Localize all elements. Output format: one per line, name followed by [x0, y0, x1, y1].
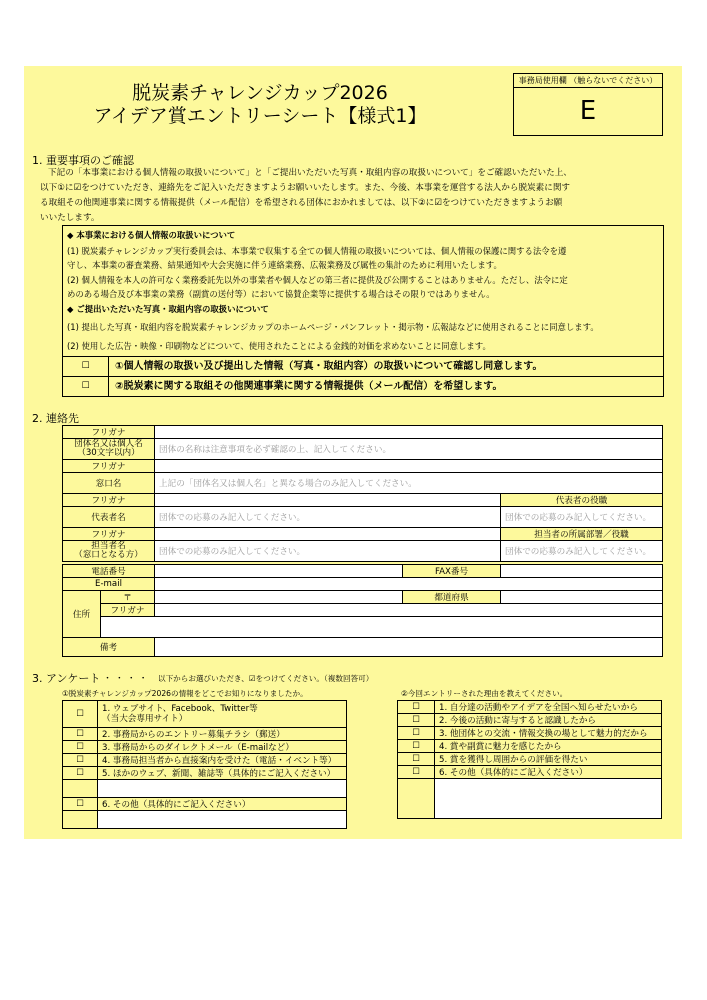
q1-option-4-label: 4. 事務局担当者から直接案内を受けた（電話・イベント等） — [98, 754, 347, 767]
q1-option-6-spacer — [63, 811, 98, 829]
q1-title: ①脱炭素チャレンジカップ2026の情報をどこでお知りになりましたか。 — [62, 689, 308, 698]
q1-option-4-checkbox[interactable]: ☐ — [63, 754, 98, 767]
section1-heading: 1. 重要事項のご確認 — [32, 154, 134, 167]
notice-heading-photos: ◆ ご提出いただいた写真・取組内容の取扱いについて — [67, 304, 269, 314]
notice-privacy-2b: めのある場合及び本事業の業務（副賞の送付等）において協賛企業等に提供する場合はその限りではありません。 — [67, 289, 495, 299]
rep-role-label: 代表者の役職 — [501, 494, 663, 507]
q1-option-6-checkbox[interactable]: ☐ — [63, 798, 98, 811]
q1-option-2-label: 2. 事務局からのエントリー募集チラシ（郵送） — [98, 728, 347, 741]
zip-label: 〒 — [101, 591, 155, 604]
agree-newsletter-label: ②脱炭素に関する取組その他関連事業に関する情報提供（メール配信）を希望します。 — [115, 381, 503, 392]
address-furigana-label: フリガナ — [101, 604, 155, 617]
pref-label: 都道府県 — [403, 591, 501, 604]
address-label: 住所 — [63, 591, 101, 638]
q1-option-5-detail-field[interactable] — [98, 780, 347, 798]
notice-privacy-1b: 守し、本事業の審査業務、結果通知や大会実施に伴う連絡業務、広報業務及び属性の集計のために利用いたします。 — [67, 260, 502, 270]
email-label: E-mail — [63, 578, 155, 591]
q1-option-3-label: 3. 事務局からのダイレクトメール（E-mailなど） — [98, 741, 347, 754]
q2-option-5-checkbox[interactable]: ☐ — [398, 753, 435, 766]
q2-option-1-label: 1. 自分達の活動やアイデアを全国へ知らせたいから — [435, 701, 662, 714]
section3-note: 以下からお選びいただき、☑をつけてください。（複数回答可） — [158, 674, 374, 683]
contact-furigana-label: フリガナ — [63, 528, 155, 541]
rep-furigana-label: フリガナ — [63, 494, 155, 507]
q1-option-5-label: 5. ほかのウェブ、新聞、雑誌等（具体的にご記入ください） — [98, 767, 347, 780]
window-furigana-label: フリガナ — [63, 460, 155, 473]
office-use-box — [513, 73, 663, 136]
section2-heading: 2. 連絡先 — [32, 412, 79, 425]
contact-dept-field[interactable]: 団体での応募のみ記入してください。 — [501, 541, 663, 562]
section3-dots: ・ ・ ・ ・ — [103, 674, 148, 684]
contact-name-label: 担当者名 （窓口となる方） — [63, 541, 155, 562]
pref-field[interactable] — [501, 591, 663, 604]
q2-option-6-label: 6. その他（具体的にご記入ください） — [435, 766, 662, 779]
q2-table — [397, 700, 662, 819]
intro-line-2: 以下①に☑をつけていただき、連絡先をご記入いただきますようお願いいたします。また、今後、本事業を運営する法人から脱炭素に関す — [40, 183, 571, 193]
rep-name-label: 代表者名 — [63, 507, 155, 528]
window-name-label: 窓口名 — [63, 473, 155, 494]
contact-table — [62, 425, 663, 562]
tel-field[interactable] — [155, 565, 403, 578]
q2-option-1-checkbox[interactable]: ☐ — [398, 701, 435, 714]
intro-line-3: る取組その他関連事業に関する情報提供（メール配信）を希望される団体におかれましては、以下②に☑をつけていただきますようお願 — [40, 198, 563, 208]
email-field[interactable] — [155, 578, 663, 591]
q1-option-1-checkbox[interactable]: ☐ — [63, 701, 98, 728]
rep-furigana-field[interactable] — [155, 494, 501, 507]
q2-option-4-checkbox[interactable]: ☐ — [398, 740, 435, 753]
notice-photos-1: (1) 提出した写真・取組内容を脱炭素チャレンジカップのホームページ・パンフレット・掲示物・広報誌などに使用されることに同意します。 — [67, 322, 599, 332]
q2-title: ②今回エントリーされた理由を教えてください。 — [401, 689, 568, 698]
q1-option-6-detail-field[interactable] — [98, 811, 347, 829]
fax-label: FAX番号 — [403, 565, 501, 578]
tel-label: 電話番号 — [63, 565, 155, 578]
zip-field[interactable] — [155, 591, 403, 604]
q2-option-2-checkbox[interactable]: ☐ — [398, 714, 435, 727]
q1-option-2-checkbox[interactable]: ☐ — [63, 728, 98, 741]
agree-privacy-label: ①個人情報の取扱い及び提出した情報（写真・取組内容）の取扱いについて確認し同意します。 — [115, 361, 543, 372]
office-use-value: E — [579, 96, 597, 126]
address-table — [62, 564, 663, 657]
contact-name-field[interactable]: 団体での応募のみ記入してください。 — [155, 541, 501, 562]
q2-option-2-label: 2. 今後の活動に寄与すると認識したから — [435, 714, 662, 727]
note-label: 備考 — [63, 638, 155, 657]
rep-role-field[interactable]: 団体での応募のみ記入してください。 — [501, 507, 663, 528]
agree-row-newsletter — [63, 376, 663, 396]
q1-option-1-label: 1. ウェブサイト、Facebook、Twitter等 （当大会専用サイト） — [98, 701, 347, 728]
fax-field[interactable] — [501, 565, 663, 578]
notice-privacy-2a: (2) 個人情報を本人の許可なく業務委託先以外の事業者や個人などの第三者に提供及び公開することはありません。ただし、法令に定 — [67, 275, 568, 285]
agree-newsletter-checkbox[interactable]: ☐ — [63, 377, 109, 396]
notice-privacy-1a: (1) 脱炭素チャレンジカップ実行委員会は、本事業で収集する全ての個人情報の取扱いについては、個人情報の保護に関する法令を遵 — [67, 246, 567, 256]
notice-heading-privacy: ◆ 本事業における個人情報の取扱いについて — [67, 230, 236, 240]
q1-table — [62, 700, 347, 829]
notice-photos-2: (2) 使用した広告・映像・印刷物などについて、使用されたことによる金銭的対価を求めないことに同意します。 — [67, 341, 491, 351]
org-name-field[interactable]: 団体の名称は注意事項を必ず確認の上、記入してください。 — [155, 439, 663, 460]
q1-option-5-checkbox[interactable]: ☐ — [63, 767, 98, 780]
form-title-line1: 脱炭素チャレンジカップ2026 — [132, 82, 388, 104]
q2-option-6-spacer — [398, 779, 435, 819]
org-furigana-label: フリガナ — [63, 426, 155, 439]
q1-option-6-label: 6. その他（具体的にご記入ください） — [98, 798, 347, 811]
section3-heading: 3. アンケート — [32, 672, 101, 685]
notice-box — [62, 225, 664, 397]
intro-line-4: いいたします。 — [40, 213, 100, 223]
q2-option-5-label: 5. 賞を獲得し周囲からの評価を得たい — [435, 753, 662, 766]
form-title-line2: アイデア賞エントリーシート【様式1】 — [93, 105, 427, 127]
contact-dept-label: 担当者の所属部署／役職 — [501, 528, 663, 541]
q2-option-3-label: 3. 他団体との交流・情報交換の場として魅力的だから — [435, 727, 662, 740]
window-name-field[interactable]: 上記の「団体名又は個人名」と異なる場合のみ記入してください。 — [155, 473, 663, 494]
contact-furigana-field[interactable] — [155, 528, 501, 541]
agree-privacy-checkbox[interactable]: ☐ — [63, 357, 109, 376]
office-use-label: 事務局使用欄 （触らないでください） — [514, 74, 662, 88]
q2-option-3-checkbox[interactable]: ☐ — [398, 727, 435, 740]
q2-option-6-checkbox[interactable]: ☐ — [398, 766, 435, 779]
window-furigana-field[interactable] — [155, 460, 663, 473]
org-name-label: 団体名又は個人名 （30文字以内） — [63, 439, 155, 460]
q1-option-3-checkbox[interactable]: ☐ — [63, 741, 98, 754]
address-furigana-field[interactable] — [155, 604, 663, 617]
org-furigana-field[interactable] — [155, 426, 663, 439]
rep-name-field[interactable]: 団体での応募のみ記入してください。 — [155, 507, 501, 528]
note-field[interactable] — [155, 638, 663, 657]
q2-option-4-label: 4. 賞や副賞に魅力を感じたから — [435, 740, 662, 753]
intro-line-1: 下記の「本事業における個人情報の取扱いについて」と「ご提出いただいた写真・取組内容の取扱いについて」をご確認いただいた上、 — [48, 168, 572, 178]
agree-row-privacy — [63, 356, 663, 376]
q1-option-5-spacer — [63, 780, 98, 798]
q2-option-6-detail-field[interactable] — [435, 779, 662, 819]
address-field[interactable] — [101, 617, 663, 638]
